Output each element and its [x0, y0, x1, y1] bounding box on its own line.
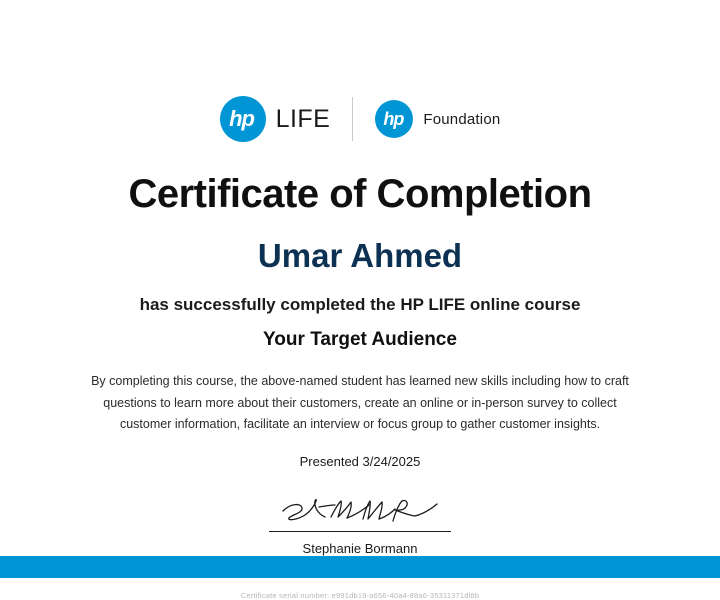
hp-foundation-logo-icon: hp [375, 100, 413, 138]
course-name: Your Target Audience [263, 329, 457, 350]
certificate-title: Certificate of Completion [128, 172, 592, 216]
hp-logo-icon: hp [220, 96, 266, 142]
hp-foundation-wordmark: Foundation [423, 110, 501, 128]
course-description: By completing this course, the above-named student has learned new skills including how to craft questions to learn more about their customers, create an online or in-person survey to collect customer information, facilitate an interview or focus group to gather customer insights. [91, 374, 629, 431]
logo-row [0, 0, 720, 142]
signature-line [269, 531, 451, 532]
recipient-name: Umar Ahmed [257, 237, 463, 274]
bottom-accent-bar [0, 556, 720, 578]
signature-icon [275, 495, 445, 529]
logo-divider [352, 97, 353, 141]
presented-date: Presented 3/24/2025 [299, 453, 421, 469]
hp-foundation-logo [375, 100, 500, 138]
certificate-serial-number: Certificate serial number: e991db19-a656-40a4-88a6-35311371dl8b [240, 590, 480, 600]
hp-life-wordmark: LIFE [275, 104, 331, 133]
signer-name: Stephanie Bormann [302, 540, 418, 556]
completion-statement: has successfully completed the HP LIFE online course [139, 295, 581, 314]
hp-life-logo [220, 96, 331, 142]
